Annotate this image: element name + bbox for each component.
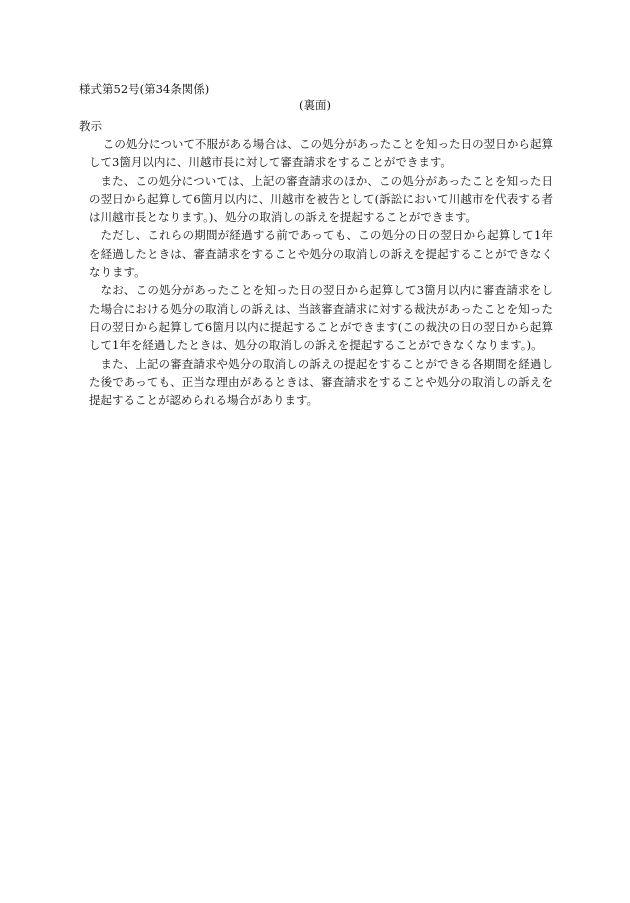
- instruction-paragraph-2: また、この処分については、上記の審査請求のほか、この処分があったことを知った日の翌日から起算して6箇月以内に、川越市を被告として(訴訟において川越市を代表する者は川越市長となります。)、処分の取消しの訴えを提起することができます。: [89, 173, 553, 225]
- instruction-paragraph-5: また、上記の審査請求や処分の取消しの訴えの提起をすることができる各期間を経過した後であっても、正当な理由があるときは、審査請求をすることや処分の取消しの訴えを提起することが認められる場合があります。: [89, 356, 553, 408]
- instruction-paragraph-4: なお、この処分があったことを知った日の翌日から起算して3箇月以内に審査請求をした場合における処分の取消しの訴えは、当該審査請求に対する裁決があったことを知った日の翌日から起算して6箇月以内に提起することができます(この裁決の日の翌日から起算して1年を経過したときは、処分の取消しの訴えを提起することができなくなります。)。: [89, 283, 553, 353]
- section-heading: 教示: [79, 119, 102, 133]
- instruction-body: [89, 135, 553, 409]
- instruction-paragraph-3: ただし、これらの期間が経過する前であっても、この処分の日の翌日から起算して1年を経過したときは、審査請求をすることや処分の取消しの訴えを提起することができなくなります。: [89, 228, 553, 280]
- reverse-side-label: (裏面): [299, 98, 331, 112]
- form-number-label: 様式第52号(第34条関係): [79, 82, 210, 96]
- instruction-paragraph-1: この処分について不服がある場合は、この処分があったことを知った日の翌日から起算して3箇月以内に、川越市長に対して審査請求をすることができます。: [89, 137, 553, 170]
